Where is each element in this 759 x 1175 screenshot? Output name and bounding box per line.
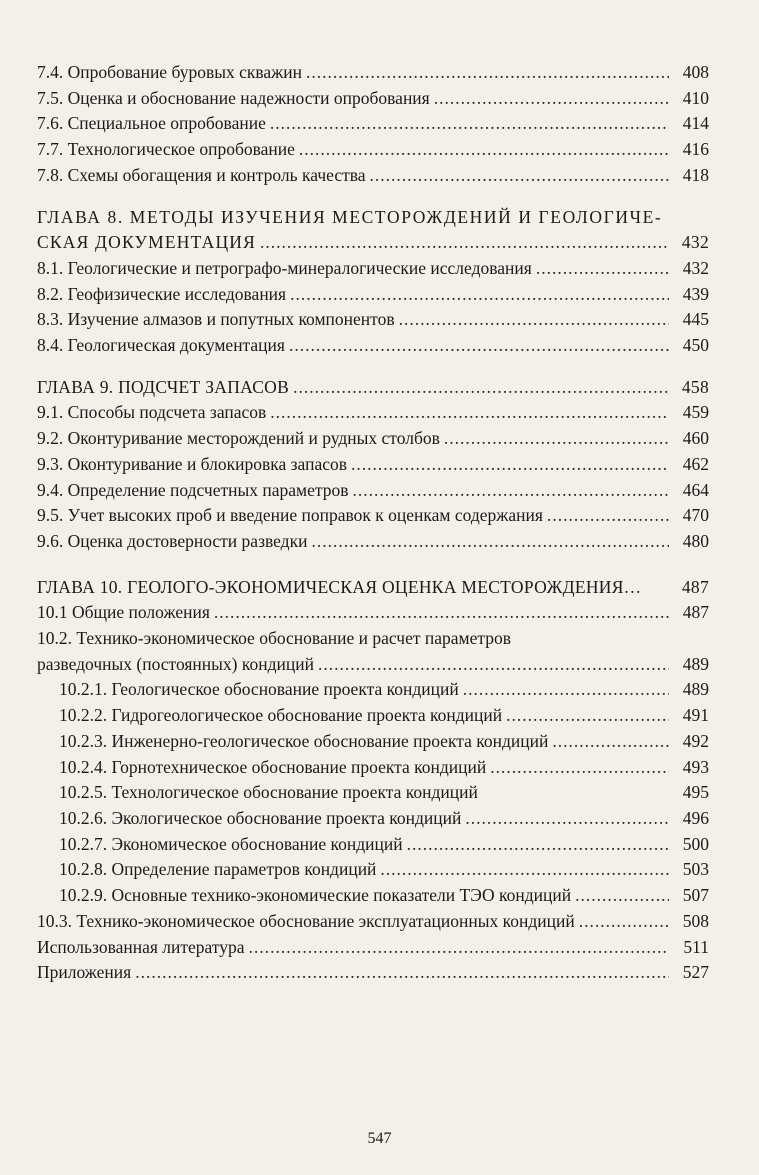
toc-entry-label: 8.2. Геофизические исследования <box>37 283 287 304</box>
toc-page-number: 418 <box>682 164 709 185</box>
toc-page-number: 487 <box>681 576 709 597</box>
toc-entry-label: 10.2.6. Экологическое обоснование проекта кондиций <box>59 807 462 828</box>
toc-entry-10-1[interactable] <box>37 600 709 626</box>
toc-entry-8-4[interactable] <box>37 333 709 359</box>
toc-entry-7-5[interactable] <box>37 86 709 112</box>
dot-leader <box>380 857 669 883</box>
toc-entry-label: 8.3. Изучение алмазов и попутных компонентов <box>37 309 395 330</box>
toc-entry-label: разведочных (постоянных) кондиций <box>37 653 314 674</box>
dot-leader <box>318 652 669 678</box>
toc-page-number: 410 <box>682 87 709 108</box>
toc-entry-label: 8.4. Геологическая документация <box>37 335 285 356</box>
toc-page-number: 511 <box>683 936 709 957</box>
toc-entry-label: 10.2.3. Инженерно-геологическое обоснование проекта кондиций <box>59 730 549 751</box>
toc-page-number: 491 <box>682 705 709 726</box>
dot-leader <box>249 935 669 961</box>
toc-entry-10-2-4[interactable] <box>37 755 709 781</box>
toc-page-number: 445 <box>682 309 709 330</box>
dot-leader <box>490 755 669 781</box>
toc-entry-10-2-9[interactable] <box>37 883 709 909</box>
toc-entry-10-2-7[interactable] <box>37 832 709 858</box>
toc-entry-literature[interactable] <box>37 935 709 961</box>
chapter-10-title: ГЛАВА 10. ГЕОЛОГО-ЭКОНОМИЧЕСКАЯ ОЦЕНКА МЕСТОРОЖДЕНИЯ… <box>37 576 642 597</box>
toc-entry-label: 10.2.7. Экономическое обоснование кондиций <box>59 833 403 854</box>
dot-leader <box>547 503 669 529</box>
toc-page-number: 416 <box>682 139 709 160</box>
section-9-list <box>37 375 709 555</box>
toc-entry-label: 10.2.2. Гидрогеологическое обоснование проекта кондиций <box>59 705 503 726</box>
toc-entry-9-2[interactable] <box>37 426 709 452</box>
toc-entry-9-1[interactable] <box>37 400 709 426</box>
toc-entry-7-8[interactable] <box>37 163 709 189</box>
dot-leader <box>352 478 669 504</box>
toc-page-number: 492 <box>682 730 709 751</box>
dot-leader <box>135 960 669 986</box>
dot-leader <box>552 729 669 755</box>
dot-leader <box>289 333 669 359</box>
dot-leader <box>399 307 669 333</box>
toc-page-number: 460 <box>682 428 709 449</box>
toc-entry-10-2-5[interactable] <box>37 780 709 806</box>
toc-entry-9-6[interactable] <box>37 529 709 555</box>
toc-entry-label: 7.6. Специальное опробование <box>37 113 266 134</box>
toc-page-number: 495 <box>682 782 709 803</box>
toc-page-number: 527 <box>682 962 709 983</box>
toc-entry-label: 10.2.9. Основные технико-экономические показатели ТЭО кондиций <box>59 885 572 906</box>
toc-entry-label: 7.7. Технологическое опробование <box>37 139 295 160</box>
toc-entry-9-4[interactable] <box>37 478 709 504</box>
toc-entry-8-2[interactable] <box>37 282 709 308</box>
toc-entry-label: 10.1 Общие положения <box>37 602 210 623</box>
toc-entry-label: 7.4. Опробование буровых скважин <box>37 62 302 82</box>
dot-leader <box>293 375 669 401</box>
toc-entry-label: 9.2. Оконтуривание месторождений и рудных столбов <box>37 428 440 449</box>
toc-entry-label: 9.3. Оконтуривание и блокировка запасов <box>37 453 348 474</box>
toc-page-number: 432 <box>681 232 709 253</box>
toc-entry-label: 7.5. Оценка и обоснование надежности опробования <box>37 87 430 108</box>
toc-entry-10-2-2[interactable] <box>37 703 709 729</box>
dot-leader <box>575 883 669 909</box>
page-number: 547 <box>367 1130 392 1147</box>
toc-entry-label: 9.4. Определение подсчетных параметров <box>37 479 349 500</box>
toc-entry-label: 10.2.5. Технологическое обоснование проекта кондиций <box>59 782 478 803</box>
toc-page-number: 432 <box>682 257 709 278</box>
toc-page-number: 489 <box>682 653 709 674</box>
toc-page-number: 480 <box>682 530 709 551</box>
toc-page-number: 487 <box>682 602 709 623</box>
toc-entry-10-2[interactable] <box>37 652 709 678</box>
toc-entry-10-2-3[interactable] <box>37 729 709 755</box>
toc-page-number: 503 <box>682 859 709 880</box>
chapter-8-heading[interactable] <box>37 230 709 256</box>
chapter-9-title: ГЛАВА 9. ПОДСЧЕТ ЗАПАСОВ <box>37 376 290 397</box>
toc-entry-7-4[interactable] <box>37 60 709 86</box>
toc-page-number: 489 <box>682 679 709 700</box>
dot-leader <box>260 230 669 256</box>
toc-entry-label: 7.8. Схемы обогащения и контроль качества <box>37 164 366 185</box>
toc-entry-8-3[interactable] <box>37 307 709 333</box>
dot-leader <box>270 111 669 137</box>
section-8-list <box>37 205 709 359</box>
dot-leader <box>351 452 669 478</box>
dot-leader <box>214 600 669 626</box>
toc-page-number: 458 <box>681 376 709 397</box>
chapter-9-heading[interactable] <box>37 375 709 401</box>
toc-entry-label: 9.1. Способы подсчета запасов <box>37 402 267 423</box>
dot-leader <box>306 60 669 86</box>
toc-page-number: 462 <box>682 453 709 474</box>
chapter-8-title-line1[interactable]: ГЛАВА 8. МЕТОДЫ ИЗУЧЕНИЯ МЕСТОРОЖДЕНИЙ И ГЕОЛОГИЧЕ- <box>37 206 663 227</box>
dot-leader <box>444 426 669 452</box>
toc-page-number: 459 <box>682 402 709 423</box>
toc-page-number: 493 <box>682 756 709 777</box>
section-7-list <box>37 60 709 189</box>
toc-entry-label: 10.2.8. Определение параметров кондиций <box>59 859 377 880</box>
toc-page-number: 414 <box>682 113 709 134</box>
dot-leader <box>370 163 669 189</box>
toc-entry-7-6[interactable] <box>37 111 709 137</box>
toc-entry-label: 8.1. Геологические и петрографо-минералогические исследования <box>37 257 532 278</box>
toc-entry-label: 9.6. Оценка достоверности разведки <box>37 530 308 551</box>
toc-entry-label: 10.3. Технико-экономическое обоснование эксплуатационных кондиций <box>37 910 575 931</box>
dot-leader <box>579 909 669 935</box>
toc-entry-10-3[interactable] <box>37 909 709 935</box>
dot-leader <box>536 256 669 282</box>
dot-leader <box>311 529 669 555</box>
toc-entry-10-2-line1[interactable]: 10.2. Технико-экономическое обоснование и расчет параметров <box>37 628 511 649</box>
toc-page-number: 408 <box>682 62 709 82</box>
section-10-list <box>37 575 709 935</box>
toc-entry-7-7[interactable] <box>37 137 709 163</box>
toc-entry-label: Приложения <box>37 962 132 983</box>
toc-entry-appendix[interactable] <box>37 960 709 986</box>
toc-page-number: 507 <box>682 885 709 906</box>
toc-page-number: 508 <box>682 910 709 931</box>
chapter-8-title-line2: СКАЯ ДОКУМЕНТАЦИЯ <box>37 232 257 253</box>
dot-leader <box>270 400 669 426</box>
toc-page-number: 470 <box>682 505 709 526</box>
dot-leader <box>299 137 669 163</box>
toc-entry-10-2-6[interactable] <box>37 806 709 832</box>
dot-leader <box>465 806 669 832</box>
dot-leader <box>434 86 669 112</box>
chapter-10-heading[interactable] <box>37 575 709 601</box>
dot-leader <box>506 703 669 729</box>
toc-entry-9-5[interactable] <box>37 503 709 529</box>
toc-entry-9-3[interactable] <box>37 452 709 478</box>
dot-leader <box>407 832 669 858</box>
dot-leader <box>463 677 669 703</box>
toc-page-number: 439 <box>682 283 709 304</box>
toc-entry-10-2-8[interactable] <box>37 857 709 883</box>
dot-leader <box>290 282 669 308</box>
toc-page-number: 464 <box>682 479 709 500</box>
toc-page-number: 450 <box>682 335 709 356</box>
table-of-contents <box>37 60 709 986</box>
toc-entry-10-2-1[interactable] <box>37 677 709 703</box>
toc-entry-label: 10.2.1. Геологическое обоснование проекта кондиций <box>59 679 459 700</box>
toc-entry-label: Использованная литература <box>37 936 245 957</box>
toc-page-number: 500 <box>682 833 709 854</box>
toc-entry-label: 10.2.4. Горнотехническое обоснование проекта кондиций <box>59 756 487 777</box>
toc-entry-8-1[interactable] <box>37 256 709 282</box>
toc-page-number: 496 <box>682 807 709 828</box>
toc-entry-label: 9.5. Учет высоких проб и введение поправок к оценкам содержания <box>37 505 543 526</box>
